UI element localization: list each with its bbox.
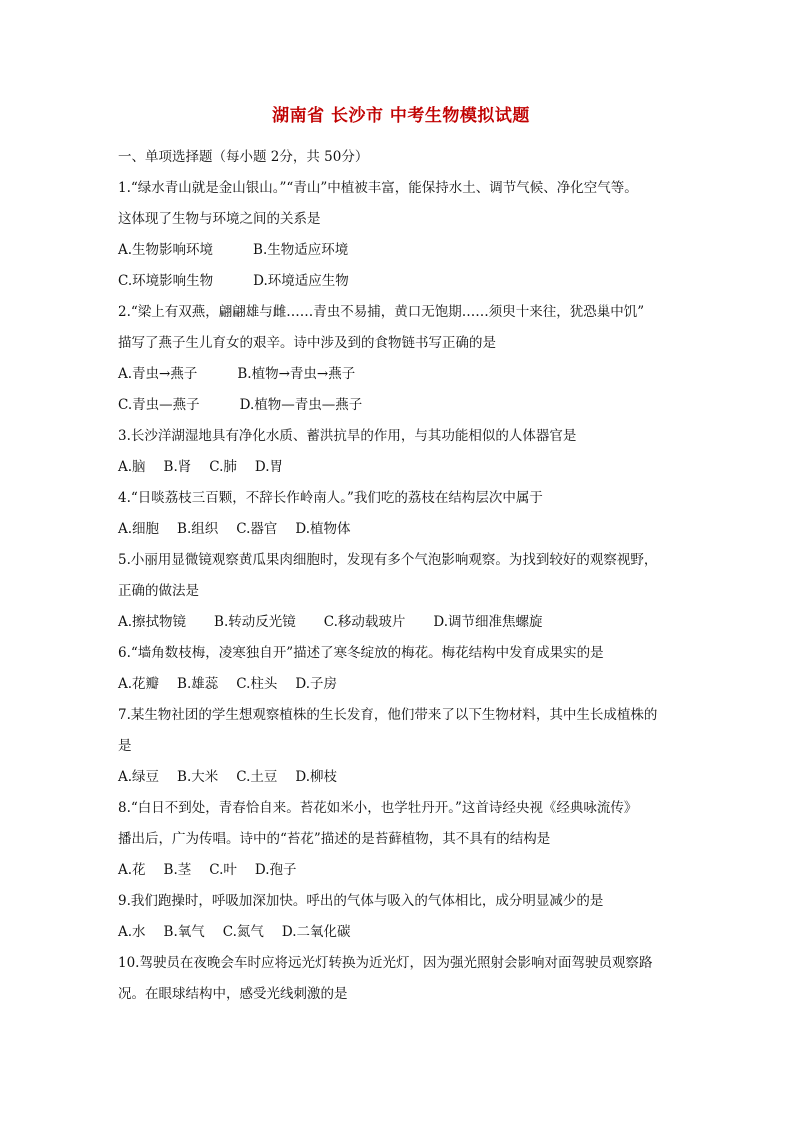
question-2 <box>118 297 684 421</box>
option-c[interactable]: C.氮气 <box>222 924 264 940</box>
option-d[interactable]: D.孢子 <box>254 862 297 878</box>
option-d[interactable]: D.子房 <box>295 676 338 692</box>
question-text: 1.“绿水青山就是金山银山。”“青山”中植被丰富，能保持水土、调节气候、净化空气等。 <box>118 180 638 196</box>
question-text: 描写了燕子生儿育女的艰辛。诗中涉及到的食物链书写正确的是 <box>118 335 496 351</box>
option-a[interactable]: A.青虫→燕子 <box>118 366 198 382</box>
option-a[interactable]: A.花瓣 <box>118 676 160 692</box>
option-b[interactable]: B.植物→青虫→燕子 <box>237 366 356 382</box>
option-c[interactable]: C.青虫—燕子 <box>118 397 200 413</box>
options-row <box>118 669 684 700</box>
option-c[interactable]: C.叶 <box>209 862 237 878</box>
question-text: 是 <box>118 738 132 754</box>
option-b[interactable]: B.生物适应环境 <box>253 242 349 258</box>
options-row <box>118 514 684 545</box>
option-b[interactable]: B.雄蕊 <box>177 676 219 692</box>
option-a[interactable]: A.细胞 <box>118 521 160 537</box>
option-b[interactable]: B.氧气 <box>163 924 205 940</box>
option-c[interactable]: C.器官 <box>236 521 278 537</box>
question-4 <box>118 483 684 545</box>
option-d[interactable]: D.植物—青虫—燕子 <box>239 397 363 413</box>
question-10 <box>118 948 684 1010</box>
page-title: 湖南省 长沙市 中考生物模拟试题 <box>272 106 530 126</box>
option-d[interactable]: D.柳枝 <box>295 769 338 785</box>
question-text: 播出后，广为传唱。诗中的“苔花”描述的是苔藓植物，其不具有的结构是 <box>118 831 551 847</box>
section-heading: 一、单项选择题（每小题 2分，共 50分） <box>118 149 369 165</box>
option-c[interactable]: C.土豆 <box>236 769 278 785</box>
question-5 <box>118 545 684 638</box>
question-text: 这体现了生物与环境之间的关系是 <box>118 211 321 227</box>
question-1 <box>118 173 684 297</box>
question-8 <box>118 793 684 886</box>
option-d[interactable]: D.二氧化碳 <box>281 924 351 940</box>
option-a[interactable]: A.脑 <box>118 459 146 475</box>
option-b[interactable]: B.茎 <box>163 862 192 878</box>
question-text: 5.小丽用显微镜观察黄瓜果肉细胞时，发现有多个气泡影响观察。为找到较好的观察视野， <box>118 552 658 568</box>
question-3 <box>118 421 684 483</box>
options-row <box>118 607 684 638</box>
option-b[interactable]: B.组织 <box>177 521 219 537</box>
question-text: 9.我们跑操时，呼吸加深加快。呼出的气体与吸入的气体相比，成分明显减少的是 <box>118 893 604 909</box>
option-d[interactable]: D.植物体 <box>295 521 351 537</box>
option-a[interactable]: A.擦拭物镜 <box>118 614 187 630</box>
question-text: 8.“白日不到处，青春恰自来。苔花如米小，也学牡丹开。”这首诗经央视《经典咏流传》 <box>118 800 638 816</box>
question-text: 7.某生物社团的学生想观察植株的生长发育，他们带来了以下生物材料，其中生长成植株的 <box>118 707 658 723</box>
question-text: 4.“日啖荔枝三百颗，不辞长作岭南人。”我们吃的荔枝在结构层次中属于 <box>118 490 543 506</box>
option-c[interactable]: C.柱头 <box>236 676 278 692</box>
options-row <box>118 855 684 886</box>
option-a[interactable]: A.生物影响环境 <box>118 242 214 258</box>
option-a[interactable]: A.花 <box>118 862 146 878</box>
option-d[interactable]: D.调节细准焦螺旋 <box>433 614 543 630</box>
question-text: 2.“梁上有双燕，翩翩雄与雌……青虫不易捕，黄口无饱期……须臾十来往，犹恐巢中饥” <box>118 304 645 320</box>
option-d[interactable]: D.胃 <box>254 459 284 475</box>
question-6 <box>118 638 684 700</box>
options-row <box>118 762 684 793</box>
options-row <box>118 390 684 421</box>
question-list <box>118 173 684 1010</box>
option-b[interactable]: B.转动反光镜 <box>214 614 296 630</box>
option-c[interactable]: C.移动载玻片 <box>323 614 406 630</box>
options-row <box>118 917 684 948</box>
option-d[interactable]: D.环境适应生物 <box>253 273 349 289</box>
question-text: 3.长沙洋湖湿地具有净化水质、蓄洪抗旱的作用，与其功能相似的人体器官是 <box>118 428 577 444</box>
question-text: 10.驾驶员在夜晚会车时应将远光灯转换为近光灯，因为强光照射会影响对面驾驶员观察路 <box>118 955 653 971</box>
question-text: 况。在眼球结构中，感受光线刺激的是 <box>118 986 348 1002</box>
question-9 <box>118 886 684 948</box>
option-c[interactable]: C.环境影响生物 <box>118 273 214 289</box>
option-b[interactable]: B.肾 <box>163 459 192 475</box>
options-row <box>118 452 684 483</box>
options-row <box>118 359 684 390</box>
question-text: 正确的做法是 <box>118 583 199 599</box>
option-b[interactable]: B.大米 <box>177 769 219 785</box>
question-text: 6.“墙角数枝梅，凌寒独自开”描述了寒冬绽放的梅花。梅花结构中发育成果实的是 <box>118 645 604 661</box>
options-row <box>118 266 684 297</box>
option-c[interactable]: C.肺 <box>209 459 237 475</box>
option-a[interactable]: A.绿豆 <box>118 769 160 785</box>
question-7 <box>118 700 684 793</box>
option-a[interactable]: A.水 <box>118 924 146 940</box>
options-row <box>118 235 684 266</box>
